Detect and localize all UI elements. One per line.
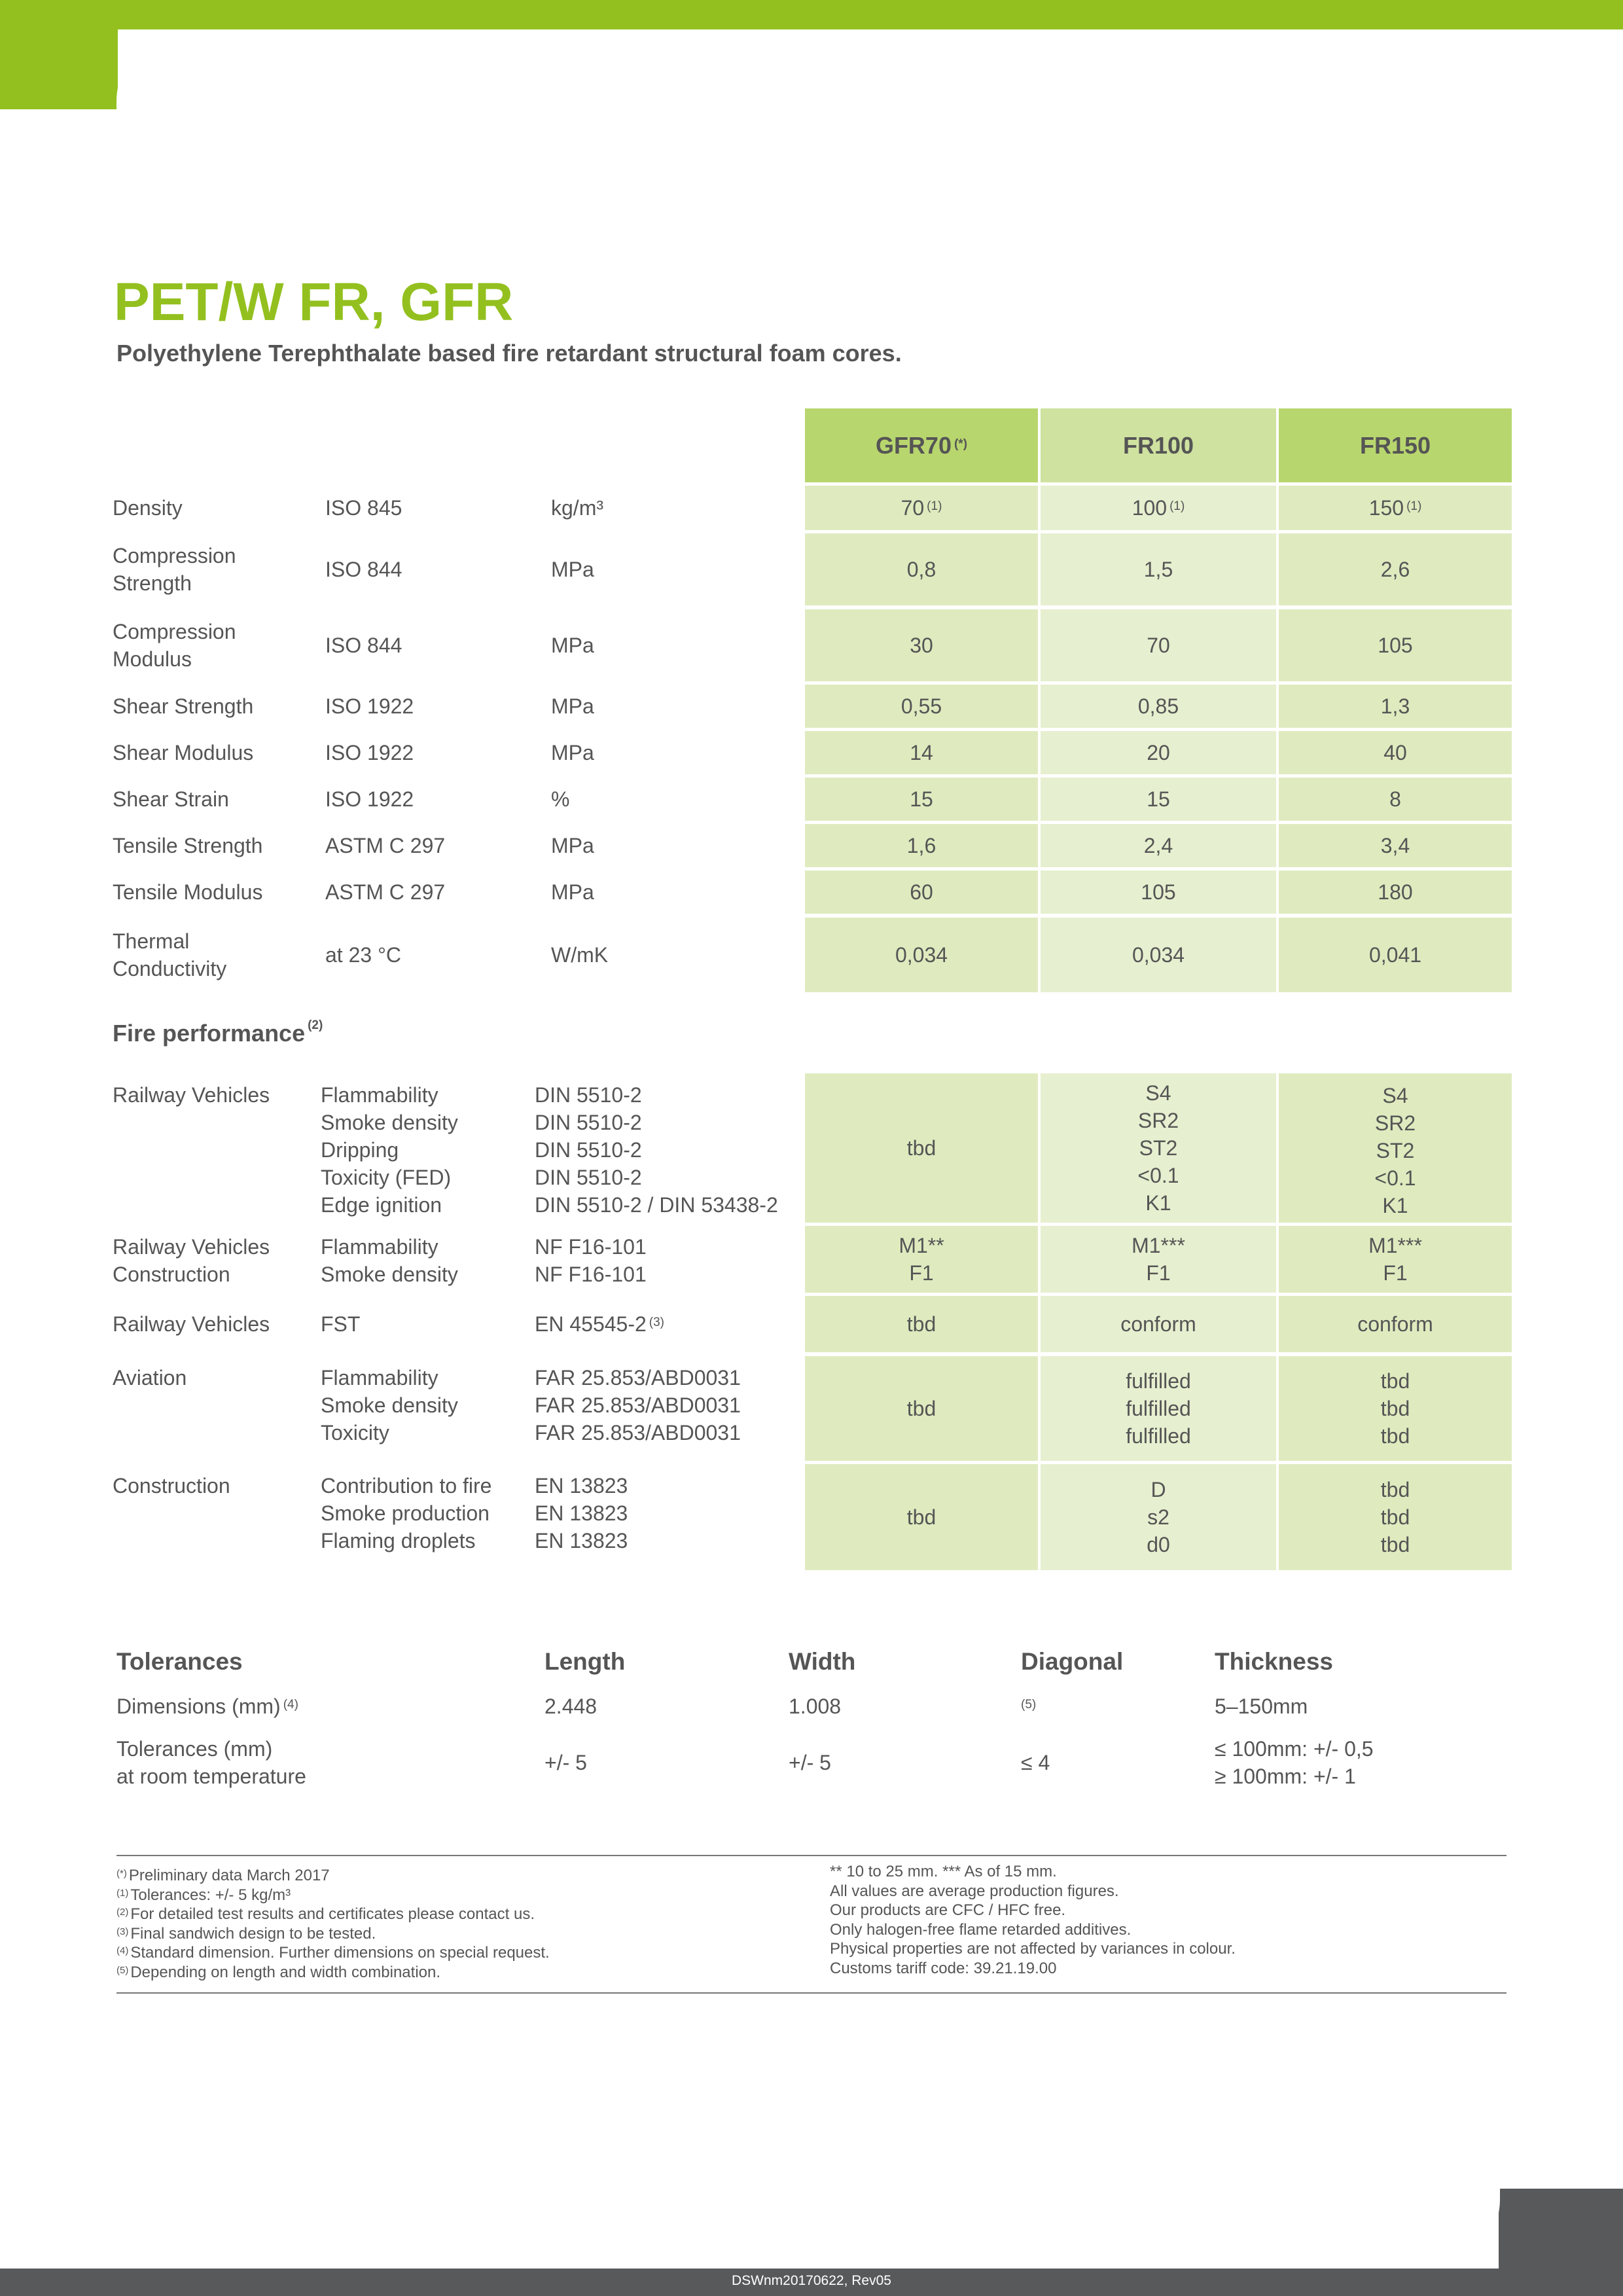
top-corner-accent (0, 29, 118, 109)
fire-value: SR2 (1137, 1109, 1179, 1132)
fire-application (113, 1226, 315, 1293)
thickness-header: Thickness (1215, 1648, 1333, 1675)
test-name: Smoke density (321, 1393, 458, 1417)
fire-value: SR2 (1374, 1111, 1416, 1135)
property-name: Shear Strain (113, 787, 229, 811)
test-standard: DIN 5510-2 / DIN 53438-2 (535, 1193, 778, 1217)
footnote-text: Final sandwich design to be tested. (130, 1924, 376, 1943)
footnote-item (116, 1905, 550, 1924)
footnote-mark: (5) (1021, 1698, 1037, 1712)
fire-tests (321, 1356, 537, 1461)
width-header: Width (789, 1648, 856, 1675)
fire-value: K1 (1145, 1191, 1171, 1215)
value-fr150: 40 (1279, 731, 1512, 774)
document-code: DSWnm20170622, Rev05 (732, 2273, 891, 2288)
fire-value: M1*** (1368, 1234, 1422, 1257)
fire-value-fr100 (1041, 1226, 1276, 1293)
footnote-text: Depending on length and width combination. (130, 1963, 441, 1981)
test-name: Toxicity (321, 1421, 389, 1444)
property-method: ISO 844 (325, 558, 402, 581)
test-standard: FAR 25.853/ABD0031 (535, 1366, 741, 1390)
property-method: ASTM C 297 (325, 880, 446, 904)
column-header-label: FR100 (1122, 431, 1194, 459)
property-method: ISO 1922 (325, 741, 414, 764)
room-tolerance-label-line: at room temperature (116, 1765, 306, 1788)
property-name: Compression Modulus (113, 620, 236, 671)
test-standard: EN 13823 (535, 1529, 628, 1552)
value-fr100: 1,5 (1041, 533, 1276, 605)
fire-value: K1 (1382, 1194, 1408, 1217)
test-standard: EN 13823 (535, 1501, 628, 1525)
value-fr100: 0,034 (1041, 918, 1276, 992)
footnote-mark: (2) (116, 1907, 129, 1918)
footnote-mark: (4) (283, 1698, 298, 1712)
footnote-mark: (1) (1406, 499, 1422, 513)
property-name: Compression Strength (113, 544, 236, 595)
value-gfr70: 1,6 (805, 824, 1038, 867)
fire-value-fr150: conform (1279, 1296, 1512, 1352)
fire-value: fulfilled (1126, 1424, 1191, 1448)
fire-value: fulfilled (1126, 1369, 1191, 1393)
value-text: 100 (1132, 496, 1168, 520)
fire-tests (321, 1073, 537, 1223)
page-subtitle: Polyethylene Terephthalate based fire retardant structural foam cores. (116, 340, 902, 367)
property-method: at 23 °C (325, 943, 401, 967)
tolerance-width: +/- 5 (789, 1751, 831, 1774)
property-method: ISO 1922 (325, 787, 414, 811)
fire-value: M1*** (1132, 1234, 1185, 1257)
property-method: ISO 844 (325, 634, 402, 657)
fire-value-fr150 (1279, 1464, 1512, 1570)
test-name: Flaming droplets (321, 1529, 476, 1552)
property-method: ASTM C 297 (325, 834, 446, 857)
fire-value-gfr70 (805, 1226, 1038, 1293)
value-fr150: 0,041 (1279, 918, 1512, 992)
application-label: Construction (113, 1474, 230, 1498)
property-unit: MPa (551, 834, 594, 857)
footnotes-left (116, 1866, 550, 1982)
footnote-mark: (5) (116, 1964, 129, 1976)
column-header-label: FR150 (1359, 431, 1431, 459)
property-name: Shear Strength (113, 694, 254, 718)
footnotes-top-rule (116, 1855, 1507, 1856)
room-tolerance-label (116, 1735, 306, 1790)
fire-value: ST2 (1376, 1139, 1415, 1162)
fire-standards (535, 1073, 803, 1223)
value-fr150: 8 (1279, 778, 1512, 821)
footer-corner-curve (0, 2186, 1500, 2271)
property-method: ISO 1922 (325, 694, 414, 718)
fire-application: Railway Vehicles (113, 1312, 270, 1336)
value-fr150: 2,6 (1279, 533, 1512, 605)
footnote-text: Standard dimension. Further dimensions on special request. (130, 1944, 550, 1962)
test-standard: FAR 25.853/ABD0031 (535, 1393, 741, 1417)
application-label: Railway Vehicles (113, 1083, 270, 1107)
footnote-mark: (2) (308, 1018, 323, 1032)
section-title-text: Fire performance (113, 1020, 306, 1047)
value-gfr70: 30 (805, 609, 1038, 681)
value-fr150 (1279, 486, 1512, 530)
fire-application (113, 1073, 315, 1223)
diagonal-header: Diagonal (1021, 1648, 1124, 1675)
property-unit: MPa (551, 880, 594, 904)
value-fr100: 0,85 (1041, 685, 1276, 728)
fire-value: <0.1 (1137, 1164, 1179, 1187)
test-standard: EN 13823 (535, 1474, 628, 1498)
fire-value-gfr70: tbd (805, 1356, 1038, 1461)
footnote-item (116, 1924, 550, 1944)
fire-performance-title (113, 1020, 323, 1047)
fire-value: d0 (1147, 1533, 1170, 1556)
test-name: Flammability (321, 1235, 438, 1259)
value-gfr70: 15 (805, 778, 1038, 821)
property-name: Density (113, 496, 183, 520)
footnote-text: Preliminary data March 2017 (128, 1867, 330, 1884)
value-fr150: 3,4 (1279, 824, 1512, 867)
value-gfr70: 0,8 (805, 533, 1038, 605)
dimension-length: 2.448 (544, 1695, 597, 1718)
footnote-item (116, 1866, 550, 1886)
footnote-mark: (1) (116, 1887, 129, 1899)
value-fr100: 105 (1041, 870, 1276, 914)
value-fr150: 1,3 (1279, 685, 1512, 728)
dimension-thickness: 5–150mm (1215, 1695, 1308, 1718)
fire-value: ST2 (1139, 1136, 1178, 1160)
dimension-width: 1.008 (789, 1695, 842, 1718)
property-unit: MPa (551, 634, 594, 657)
fire-tests (321, 1464, 537, 1570)
fire-value-gfr70: tbd (805, 1296, 1038, 1352)
fire-standards (535, 1464, 803, 1570)
property-name: Tensile Modulus (113, 880, 263, 904)
fire-value: tbd (1380, 1424, 1410, 1448)
footnote-text: Only halogen-free flame retarded additives. (830, 1920, 1132, 1939)
property-unit: % (551, 787, 570, 811)
value-gfr70: 0,034 (805, 918, 1038, 992)
fire-value: M1** (899, 1234, 944, 1257)
property-name: Shear Modulus (113, 741, 254, 764)
test-name: Smoke density (321, 1111, 458, 1134)
footnote-text: ** 10 to 25 mm. *** As of 15 mm. (830, 1863, 1057, 1880)
value-fr100: 20 (1041, 731, 1276, 774)
fire-value: F1 (909, 1261, 934, 1285)
page-title: PET/W FR, GFR (114, 272, 514, 332)
test-name: Contribution to fire (321, 1474, 492, 1498)
fire-value-fr100 (1041, 1356, 1276, 1461)
value-text: 150 (1368, 496, 1404, 520)
test-name: Smoke production (321, 1501, 490, 1525)
tolerances-header: Tolerances (116, 1648, 243, 1675)
property-name: Tensile Strength (113, 834, 263, 857)
test-standard: DIN 5510-2 (535, 1111, 642, 1134)
value-fr100: 70 (1041, 609, 1276, 681)
fire-value: <0.1 (1374, 1166, 1416, 1190)
footnote-mark: (1) (1169, 499, 1185, 513)
test-name: Dripping (321, 1138, 399, 1162)
value-fr100: 2,4 (1041, 824, 1276, 867)
property-unit: MPa (551, 741, 594, 764)
value-fr100: 15 (1041, 778, 1276, 821)
test-name: Smoke density (321, 1263, 458, 1286)
fire-value: S4 (1382, 1084, 1408, 1107)
value-fr100 (1041, 486, 1276, 530)
value-gfr70 (805, 486, 1038, 530)
value-text: 70 (901, 496, 925, 520)
fire-value-fr100: conform (1041, 1296, 1276, 1352)
value-gfr70: 14 (805, 731, 1038, 774)
fire-value: tbd (1380, 1397, 1410, 1420)
fire-application (113, 1464, 315, 1570)
fire-application (113, 1356, 315, 1461)
tolerance-thickness (1215, 1735, 1374, 1790)
fire-value: tbd (1380, 1505, 1410, 1529)
property-method: ISO 845 (325, 496, 402, 520)
property-unit: W/mK (551, 943, 609, 967)
footer-corner-accent (1499, 2189, 1623, 2270)
room-tolerance-label-line: Tolerances (mm) (116, 1737, 273, 1761)
length-header: Length (544, 1648, 626, 1675)
fire-value-gfr70: tbd (805, 1464, 1038, 1570)
footnote-mark: (4) (116, 1945, 129, 1956)
fire-standards (535, 1226, 803, 1293)
column-header-fr100 (1041, 408, 1276, 482)
test-standard: NF F16-101 (535, 1263, 647, 1286)
test-standard: EN 45545-2 (535, 1312, 647, 1336)
tolerance-thickness-line: ≤ 100mm: +/- 0,5 (1215, 1737, 1374, 1761)
fire-value: fulfilled (1126, 1397, 1191, 1420)
fire-standards (535, 1356, 803, 1461)
dimension-diagonal (1021, 1693, 1036, 1720)
footnote-mark: (1) (927, 499, 942, 513)
tolerance-diagonal: ≤ 4 (1021, 1751, 1050, 1774)
test-name: Flammability (321, 1083, 438, 1107)
fire-value: F1 (1383, 1261, 1408, 1285)
fire-tests (321, 1226, 537, 1293)
footnotes-bottom-rule (116, 1992, 1507, 1994)
footnote-mark: (*) (954, 437, 968, 451)
fire-value-fr150 (1279, 1356, 1512, 1461)
test-name: FST (321, 1312, 361, 1336)
fire-value: tbd (1380, 1478, 1410, 1501)
footnote-text: Our products are CFC / HFC free. (830, 1901, 1066, 1919)
footnote-mark: (3) (116, 1926, 129, 1937)
column-header-label: GFR70 (875, 431, 952, 459)
footnote-text: Physical properties are not affected by variances in colour. (830, 1940, 1236, 1958)
application-label: Aviation (113, 1366, 187, 1390)
fire-value: tbd (1380, 1533, 1410, 1556)
test-standard: DIN 5510-2 (535, 1138, 642, 1162)
fire-value: F1 (1146, 1261, 1171, 1285)
value-gfr70: 0,55 (805, 685, 1038, 728)
footnote-mark: (*) (116, 1868, 127, 1879)
footnotes-right (830, 1862, 1236, 1978)
test-name: Toxicity (FED) (321, 1166, 452, 1189)
top-brand-bar (0, 0, 1623, 29)
fire-value: s2 (1147, 1505, 1169, 1529)
value-gfr70: 60 (805, 870, 1038, 914)
footnote-item (116, 1963, 550, 1982)
fire-value-fr100 (1041, 1464, 1276, 1570)
tolerance-length: +/- 5 (544, 1751, 587, 1774)
footnote-item (116, 1943, 550, 1963)
fire-value: D (1150, 1478, 1166, 1501)
test-standard: FAR 25.853/ABD0031 (535, 1421, 741, 1444)
test-standard: NF F16-101 (535, 1235, 647, 1259)
property-name: Thermal Conductivity (113, 929, 227, 980)
dimensions-label-text: Dimensions (mm) (116, 1695, 281, 1718)
footnote-mark: (3) (649, 1316, 665, 1329)
fire-value-fr150 (1279, 1226, 1512, 1293)
fire-value-fr100 (1041, 1073, 1276, 1223)
column-header-gfr70 (805, 408, 1038, 482)
fire-value: S4 (1145, 1081, 1171, 1105)
fire-value-fr150 (1279, 1073, 1512, 1223)
footnote-text: All values are average production figures. (830, 1882, 1119, 1900)
dimensions-label (116, 1693, 298, 1720)
fire-value: tbd (1380, 1369, 1410, 1393)
footnote-item (116, 1886, 550, 1905)
property-unit: MPa (551, 694, 594, 718)
footnote-text: Tolerances: +/- 5 kg/m³ (130, 1886, 291, 1904)
value-fr150: 105 (1279, 609, 1512, 681)
test-standard: DIN 5510-2 (535, 1083, 642, 1107)
test-standard: DIN 5510-2 (535, 1166, 642, 1189)
value-fr150: 180 (1279, 870, 1512, 914)
fire-value-gfr70: tbd (805, 1073, 1038, 1223)
test-name: Edge ignition (321, 1193, 442, 1217)
fire-standards (535, 1296, 803, 1352)
tolerance-thickness-line: ≥ 100mm: +/- 1 (1215, 1765, 1356, 1788)
top-corner-curve (116, 29, 1623, 111)
footnote-text: For detailed test results and certificates please contact us. (130, 1905, 535, 1923)
property-unit: kg/m³ (551, 496, 603, 520)
footnote-text: Customs tariff code: 39.21.19.00 (830, 1959, 1057, 1977)
test-name: Flammability (321, 1366, 438, 1390)
column-header-fr150 (1279, 408, 1512, 482)
application-label: Railway Vehicles Construction (113, 1235, 270, 1286)
property-unit: MPa (551, 558, 594, 581)
